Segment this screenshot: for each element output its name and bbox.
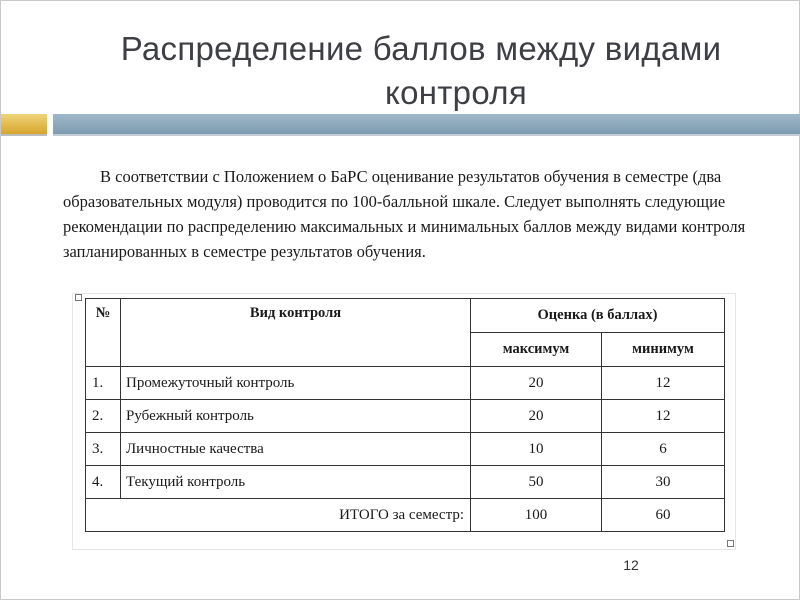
- title-line-1: Распределение баллов между видами: [120, 30, 722, 67]
- table-total-row: [86, 499, 725, 532]
- row-label: Текущий контроль: [121, 466, 471, 499]
- row-min: 12: [602, 400, 725, 433]
- row-label: Рубежный контроль: [121, 400, 471, 433]
- header-control-type: Вид контроля: [121, 299, 471, 367]
- row-label: Промежуточный контроль: [121, 367, 471, 400]
- body-paragraph: [63, 164, 753, 264]
- header-min: минимум: [602, 333, 725, 367]
- total-min: 60: [602, 499, 725, 532]
- row-label: Личностные качества: [121, 433, 471, 466]
- row-min: 12: [602, 367, 725, 400]
- row-max: 20: [471, 367, 602, 400]
- row-max: 10: [471, 433, 602, 466]
- paragraph-text: В соответствии с Положением о БаРС оценивание результатов обучения в семестре (два образовательных модуля) проводится по 100-балльной шкале. Следует выполнять следующие рекомендации по распределению максимальных и минимальных баллов между видами контроля запланированных в семестре результатов обучения.: [63, 167, 746, 261]
- row-number: 3.: [86, 433, 121, 466]
- table-row: [86, 367, 725, 400]
- score-distribution-table: [85, 298, 725, 532]
- table-row: [86, 466, 725, 499]
- divider-blue-segment: [53, 114, 800, 136]
- table-row: [86, 433, 725, 466]
- header-score-group: Оценка (в баллах): [471, 299, 725, 333]
- row-number: 4.: [86, 466, 121, 499]
- row-min: 30: [602, 466, 725, 499]
- row-number: 1.: [86, 367, 121, 400]
- decorative-divider: [1, 111, 800, 137]
- table-row: [86, 400, 725, 433]
- row-min: 6: [602, 433, 725, 466]
- slide-title: [41, 27, 800, 115]
- total-max: 100: [471, 499, 602, 532]
- total-label: ИТОГО за семестр:: [86, 499, 471, 532]
- row-max: 20: [471, 400, 602, 433]
- page-number: 12: [623, 557, 639, 573]
- header-number: №: [86, 299, 121, 367]
- header-max: максимум: [471, 333, 602, 367]
- row-number: 2.: [86, 400, 121, 433]
- divider-gold-segment: [1, 114, 47, 136]
- row-max: 50: [471, 466, 602, 499]
- table-resize-handle[interactable]: [727, 540, 734, 547]
- table-move-handle[interactable]: [75, 294, 82, 301]
- title-line-2: контроля: [384, 74, 527, 111]
